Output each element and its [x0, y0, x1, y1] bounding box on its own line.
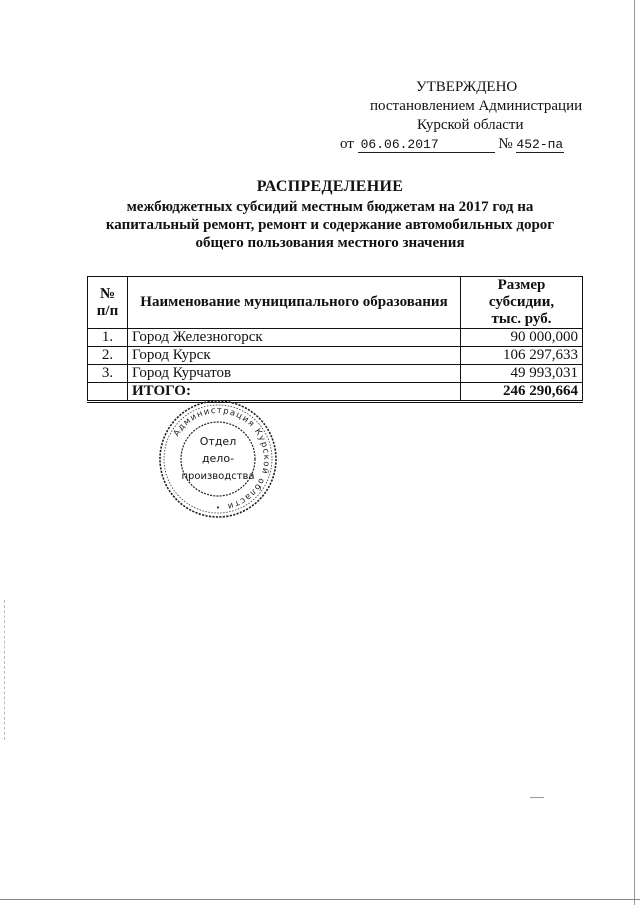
stamp-center-line2: дело-	[201, 452, 235, 465]
title-main: РАСПРЕДЕЛЕНИЕ	[256, 178, 404, 195]
header-amount-line1: Размер субсидии,	[488, 277, 555, 310]
office-stamp	[157, 398, 279, 520]
total-num-cell	[88, 383, 128, 402]
total-label: ИТОГО:	[128, 383, 461, 402]
header-name: Наименование муниципального образования	[128, 277, 461, 329]
approval-line-region: Курской области	[417, 117, 524, 133]
subsidy-table	[87, 276, 583, 403]
approval-line-date	[340, 135, 564, 154]
approval-line-resolution: постановлением Администрации	[370, 98, 583, 114]
table-row	[88, 365, 583, 383]
table-row	[88, 347, 583, 365]
scan-speck	[530, 797, 544, 798]
stamp-ring-text: Администрация Курской области	[171, 405, 272, 512]
row-name: Город Железногорск	[128, 329, 461, 347]
row-name: Город Курск	[128, 347, 461, 365]
title-line-2: капитальный ремонт, ремонт и содержание автомобильных дорог	[105, 217, 555, 233]
row-amount: 106 297,633	[461, 347, 583, 365]
table-header-row	[88, 277, 583, 329]
scan-edge-right	[634, 0, 636, 905]
row-amount: 49 993,031	[461, 365, 583, 383]
row-num: 1.	[88, 329, 128, 347]
header-amount	[461, 277, 583, 329]
number-prefix: №	[498, 136, 513, 152]
title-line-3: общего пользования местного значения	[195, 235, 465, 251]
approval-heading: УТВЕРЖДЕНО	[416, 79, 518, 95]
date-prefix: от	[340, 136, 354, 152]
header-num-line1: №	[99, 285, 116, 302]
row-amount: 90 000,000	[461, 329, 583, 347]
number-value: 452-па	[516, 137, 564, 152]
row-num: 2.	[88, 347, 128, 365]
stamp-center-line1: Отдел	[199, 435, 237, 448]
stamp-star: •	[215, 504, 221, 512]
total-amount: 246 290,664	[461, 383, 583, 402]
header-num	[88, 277, 128, 329]
table-row	[88, 329, 583, 347]
header-num-line2: п/п	[96, 302, 119, 319]
stamp-seal-icon	[157, 398, 279, 520]
document-title	[60, 178, 600, 252]
stamp-center-line3: производства	[181, 471, 255, 482]
scan-edge-left	[4, 600, 6, 740]
scan-edge-bottom	[0, 899, 640, 901]
header-amount-line2: тыс. руб.	[491, 311, 552, 327]
row-name: Город Курчатов	[128, 365, 461, 383]
row-num: 3.	[88, 365, 128, 383]
title-line-1: межбюджетных субсидий местным бюджетам на 2017 год на	[126, 199, 534, 215]
date-value: 06.06.2017	[358, 138, 495, 153]
